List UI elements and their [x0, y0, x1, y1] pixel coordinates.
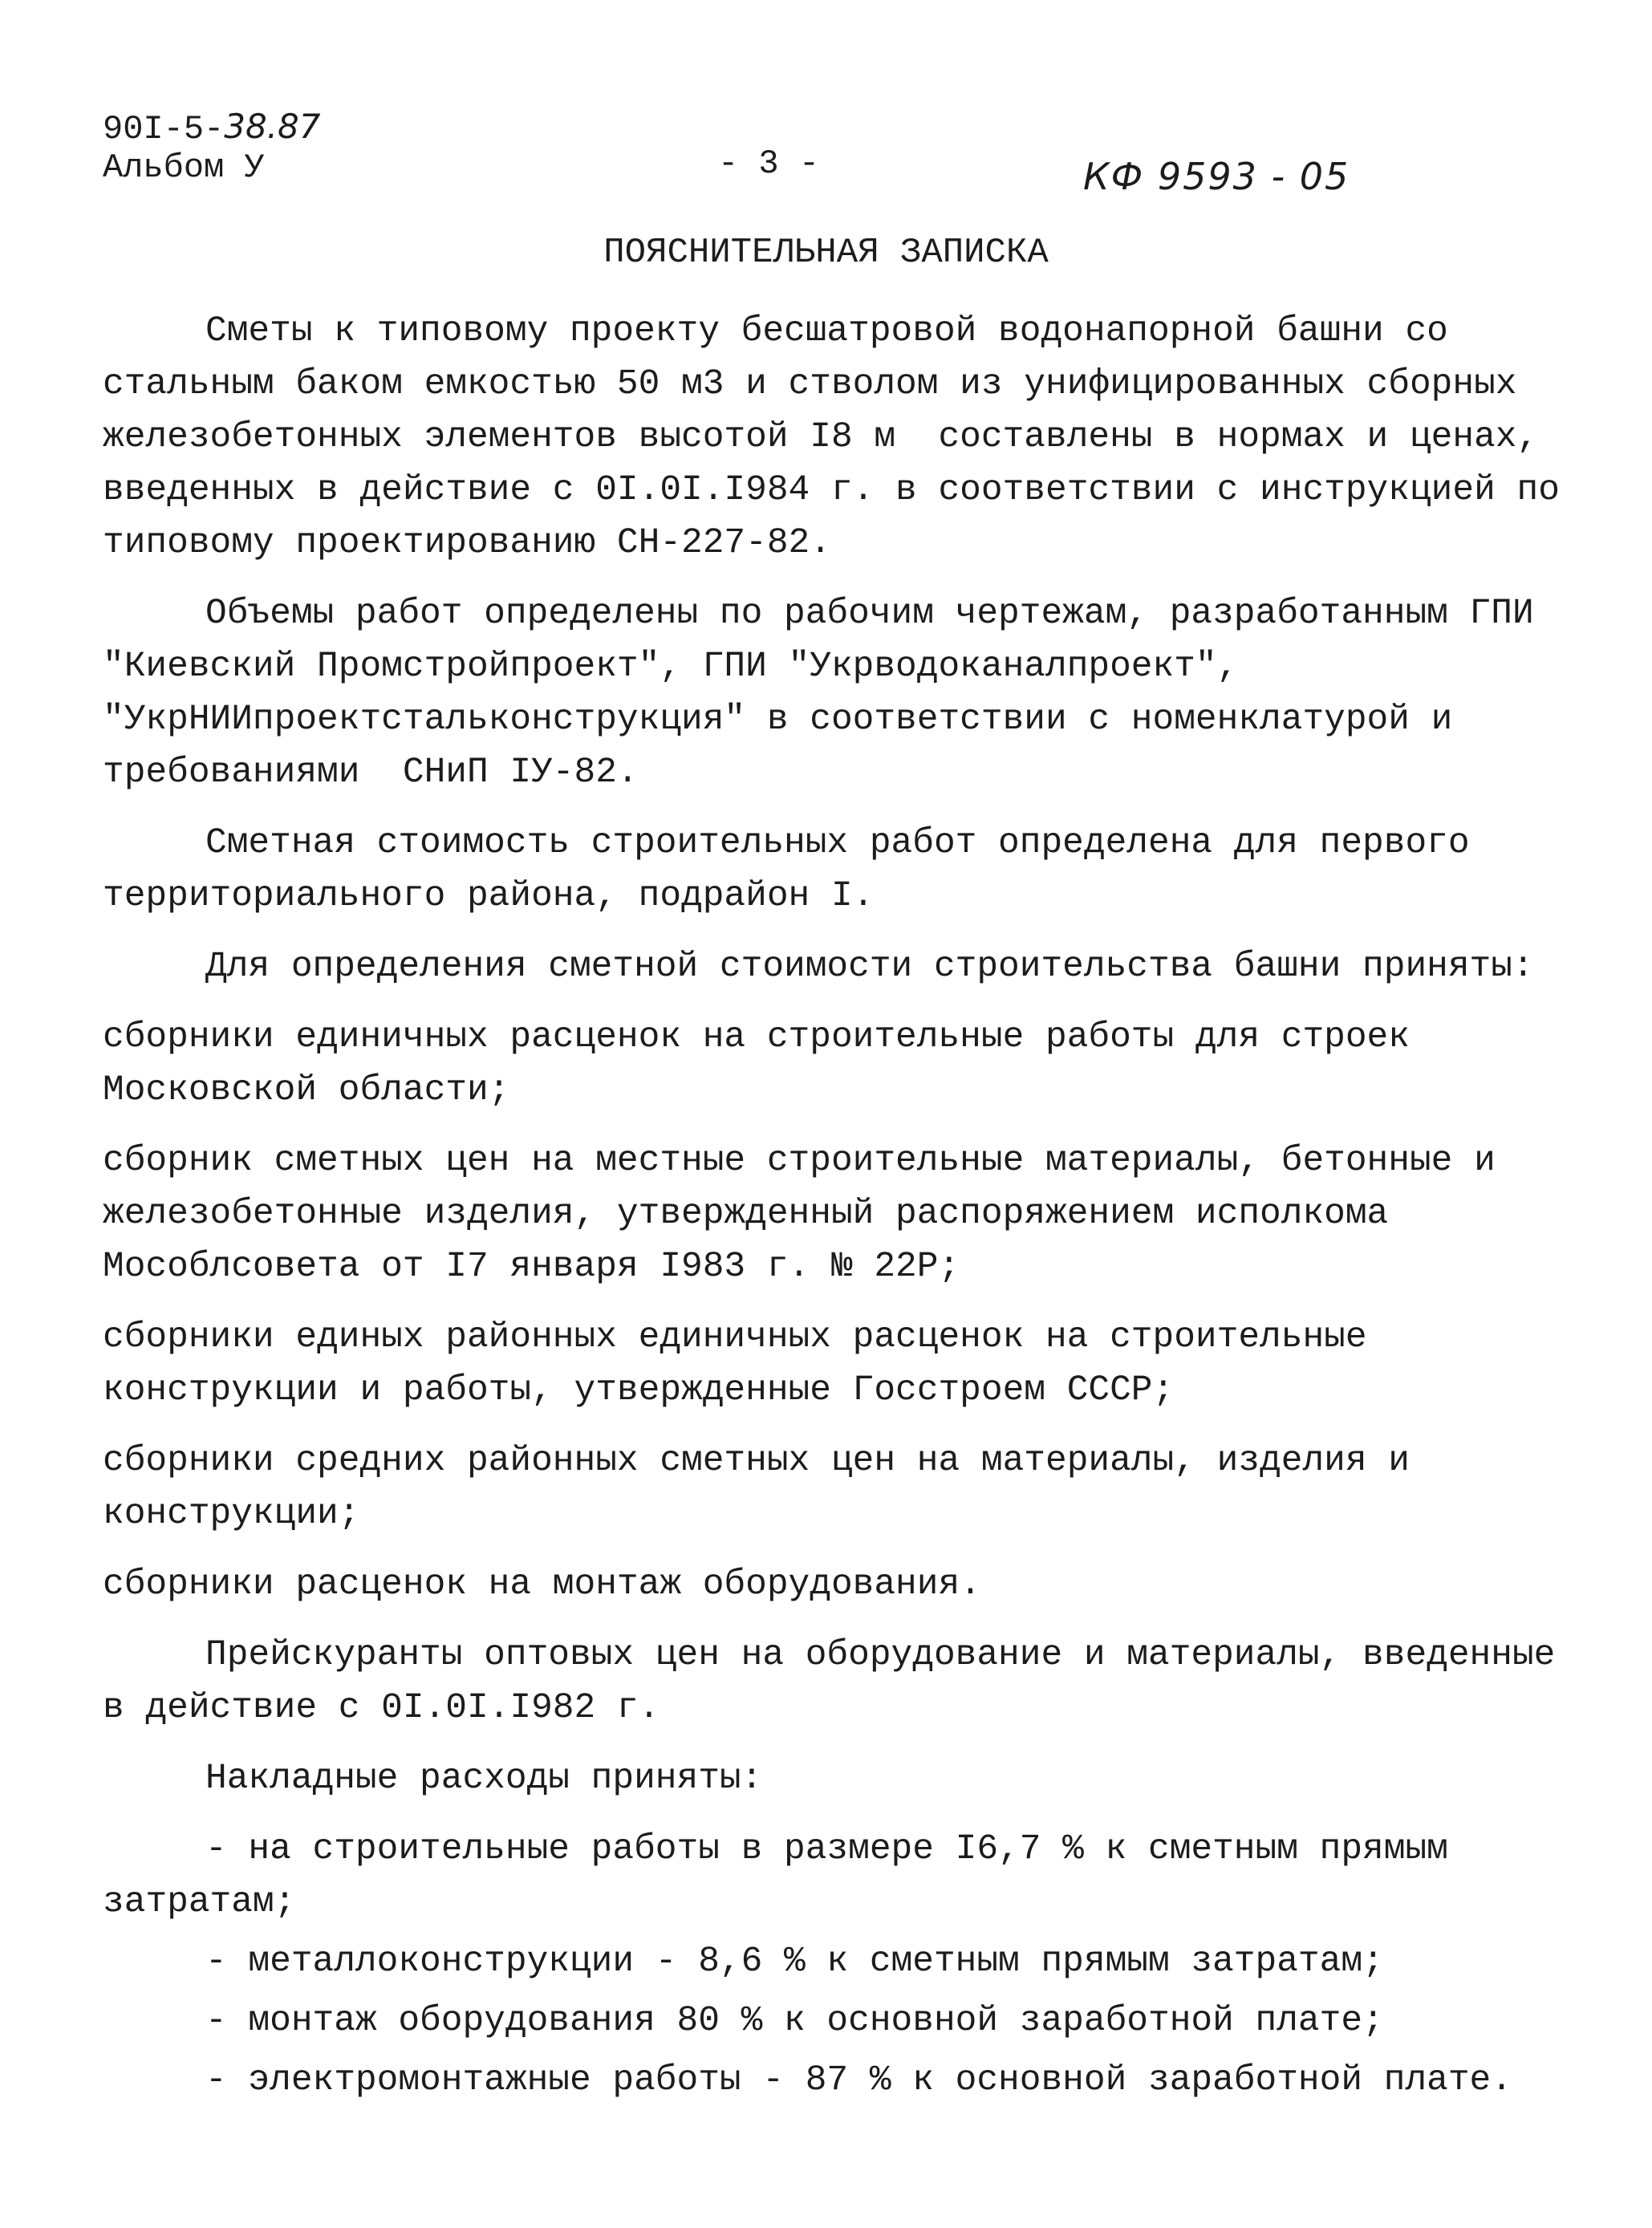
- album-label: Альбом У: [103, 148, 265, 187]
- list-item-average-prices: сборники средних районных сметных цен на материалы, изделия и конструкции;: [103, 1441, 1431, 1534]
- list-item-regional-rates: сборники единых районных единичных расценок на строительные конструкции и работы, утвержденные Госстроем СССР;: [103, 1317, 1389, 1410]
- document-code-handwritten: 38.87: [224, 107, 321, 146]
- overhead-item-construction: - на строительные работы в размере I6,7 % к сметным прямым затратам;: [103, 1829, 1470, 1922]
- document-code-printed: 90I-5-: [103, 110, 225, 148]
- document-code: [103, 108, 320, 148]
- paragraph-overheads-intro: Накладные расходы приняты:: [205, 1759, 763, 1799]
- paragraph-estimates-intro: Сметы к типовому проекту бесшатровой водонапорной башни со стальным баком емкостью 50 м3 и стволом из унифицированных сборных железобетонных элементов высотой I8 м составлены в нормах и ценах, введенных в действие с 0I.0I.I984 г. в соответствии с инструкцией по типовому проектированию СН-227-82.: [103, 311, 1581, 563]
- page-title: ПОЯСНИТЕЛЬНАЯ ЗАПИСКА: [603, 233, 1049, 273]
- paragraph-cost-region: Сметная стоимость строительных работ определена для первого территориального района, подрайон I.: [103, 823, 1492, 916]
- list-item-installation-rates: сборники расценок на монтаж оборудования.: [103, 1564, 981, 1605]
- paragraph-accepted-intro: Для определения сметной стоимости строительства башни приняты:: [205, 947, 1534, 987]
- page-number: - 3 -: [718, 144, 820, 183]
- overhead-item-equipment-installation: - монтаж оборудования 80 % к основной заработной плате;: [205, 2001, 1384, 2041]
- overhead-item-metal-structures: - металлоконструкции - 8,6 % к сметным прямым затратам;: [205, 1942, 1384, 1982]
- list-item-unit-rates: сборники единичных расценок на строительные работы для строек Московской области;: [103, 1017, 1431, 1110]
- overhead-item-electrical-works: - электромонтажные работы - 87 % к основной заработной плате.: [205, 2060, 1512, 2100]
- paragraph-work-volumes: Объемы работ определены по рабочим чертежам, разработанным ГПИ "Киевский Промстройпроект", ГПИ "Укрводоканалпроект", "УкрНИИпроектстальконструкция" в соответствии с номенклатурой и требованиями СНиП IУ-82.: [103, 594, 1556, 793]
- list-item-local-materials: сборник сметных цен на местные строительные материалы, бетонные и железобетонные изделия, утвержденный распоряжением исполкома Мособлсовета от I7 января I983 г. № 22Р;: [103, 1141, 1517, 1287]
- paragraph-price-lists: Прейскуранты оптовых цен на оборудование и материалы, введенные в действие с 0I.0I.I982 г.: [103, 1635, 1577, 1728]
- document-code-block: [103, 108, 320, 187]
- note-body: [103, 305, 1581, 2107]
- handwritten-stamp: КФ 9593 - 05: [1083, 155, 1350, 198]
